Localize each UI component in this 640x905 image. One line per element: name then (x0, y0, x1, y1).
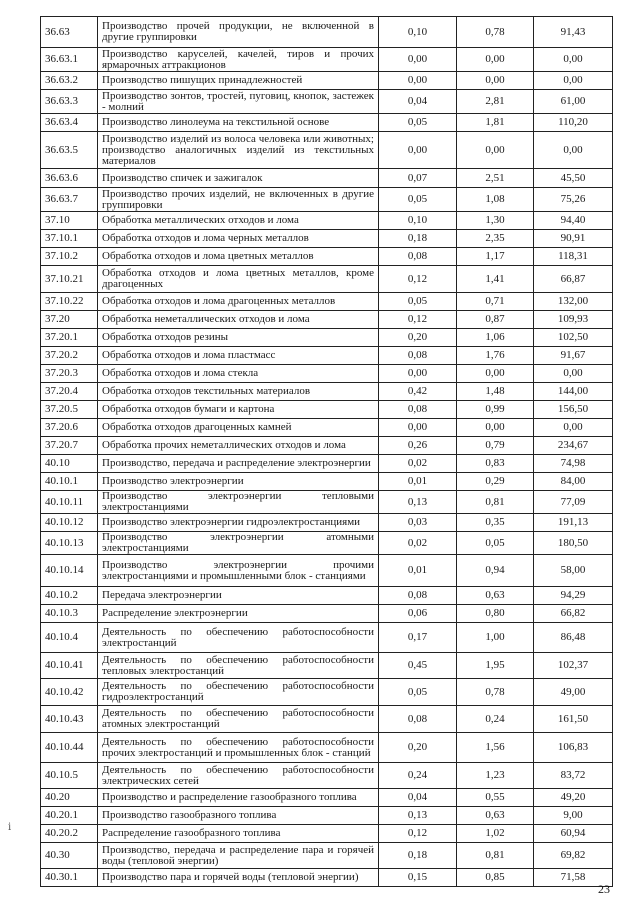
value-1-cell: 0,03 (379, 514, 457, 532)
value-2-cell: 0,87 (457, 311, 534, 329)
activity-name-cell: Производство изделий из волоса человека или животных; производство аналогичных изделий из текстильных материалов (98, 132, 379, 169)
activity-name-cell: Обработка отходов драгоценных камней (98, 419, 379, 437)
code-cell: 36.63 (41, 17, 98, 48)
value-1-cell: 0,10 (379, 17, 457, 48)
activity-name-cell: Производство линолеума на текстильной основе (98, 114, 379, 132)
activity-name-cell: Обработка отходов бумаги и картона (98, 401, 379, 419)
table-row (41, 605, 613, 623)
value-2-cell: 0,85 (457, 869, 534, 887)
value-1-cell: 0,04 (379, 90, 457, 114)
value-1-cell: 0,00 (379, 132, 457, 169)
value-3-cell: 66,87 (534, 266, 613, 293)
value-1-cell: 0,08 (379, 248, 457, 266)
table-row (41, 293, 613, 311)
code-cell: 40.10.14 (41, 555, 98, 587)
value-2-cell: 0,00 (457, 365, 534, 383)
value-2-cell: 0,79 (457, 437, 534, 455)
table-row (41, 114, 613, 132)
activity-name-cell: Распределение электроэнергии (98, 605, 379, 623)
value-2-cell: 0,83 (457, 455, 534, 473)
activity-name-cell: Производство электроэнергии атомными электростанциями (98, 532, 379, 555)
value-1-cell: 0,00 (379, 48, 457, 72)
table-row (41, 807, 613, 825)
activity-name-cell: Обработка отходов резины (98, 329, 379, 347)
value-2-cell: 1,30 (457, 212, 534, 230)
table-row (41, 455, 613, 473)
activity-name-cell: Обработка отходов и лома драгоценных металлов (98, 293, 379, 311)
value-3-cell: 0,00 (534, 48, 613, 72)
value-2-cell: 1,41 (457, 266, 534, 293)
table-row (41, 365, 613, 383)
table-row (41, 419, 613, 437)
value-1-cell: 0,15 (379, 869, 457, 887)
value-3-cell: 49,00 (534, 679, 613, 706)
value-1-cell: 0,01 (379, 473, 457, 491)
code-cell: 40.30 (41, 843, 98, 869)
activity-name-cell: Деятельность по обеспечению работоспособности электрических сетей (98, 763, 379, 789)
value-1-cell: 0,04 (379, 789, 457, 807)
code-cell: 40.10.5 (41, 763, 98, 789)
value-3-cell: 49,20 (534, 789, 613, 807)
value-2-cell: 1,81 (457, 114, 534, 132)
value-3-cell: 83,72 (534, 763, 613, 789)
activity-name-cell: Производство, передача и распределение пара и горячей воды (тепловой энергии) (98, 843, 379, 869)
value-3-cell: 234,67 (534, 437, 613, 455)
value-2-cell: 0,55 (457, 789, 534, 807)
activity-name-cell: Деятельность по обеспечению работоспособности электростанций (98, 623, 379, 653)
activity-name-cell: Деятельность по обеспечению работоспособности прочих электростанций и промышленных блок - станций (98, 733, 379, 763)
value-1-cell: 0,05 (379, 679, 457, 706)
activity-name-cell: Передача электроэнергии (98, 587, 379, 605)
value-3-cell: 132,00 (534, 293, 613, 311)
value-1-cell: 0,12 (379, 825, 457, 843)
value-3-cell: 60,94 (534, 825, 613, 843)
value-2-cell: 0,00 (457, 132, 534, 169)
value-1-cell: 0,02 (379, 455, 457, 473)
value-3-cell: 118,31 (534, 248, 613, 266)
activity-name-cell: Производство пара и горячей воды (тепловой энергии) (98, 869, 379, 887)
value-3-cell: 61,00 (534, 90, 613, 114)
table-row (41, 869, 613, 887)
code-cell: 40.10.2 (41, 587, 98, 605)
value-2-cell: 0,00 (457, 48, 534, 72)
value-3-cell: 102,37 (534, 653, 613, 679)
value-1-cell: 0,00 (379, 419, 457, 437)
value-3-cell: 156,50 (534, 401, 613, 419)
activity-name-cell: Производство электроэнергии тепловыми электростанциями (98, 491, 379, 514)
table-row (41, 587, 613, 605)
table-row (41, 188, 613, 212)
value-3-cell: 91,67 (534, 347, 613, 365)
table-row (41, 473, 613, 491)
table-row (41, 17, 613, 48)
value-3-cell: 77,09 (534, 491, 613, 514)
value-2-cell: 1,00 (457, 623, 534, 653)
code-cell: 36.63.1 (41, 48, 98, 72)
value-1-cell: 0,20 (379, 733, 457, 763)
value-1-cell: 0,12 (379, 311, 457, 329)
code-cell: 40.10.12 (41, 514, 98, 532)
value-3-cell: 91,43 (534, 17, 613, 48)
value-2-cell: 1,56 (457, 733, 534, 763)
activity-name-cell: Обработка отходов и лома цветных металлов (98, 248, 379, 266)
activity-name-cell: Производство пишущих принадлежностей (98, 72, 379, 90)
value-2-cell: 0,71 (457, 293, 534, 311)
value-1-cell: 0,18 (379, 843, 457, 869)
code-cell: 37.10.21 (41, 266, 98, 293)
value-2-cell: 1,02 (457, 825, 534, 843)
code-cell: 36.63.7 (41, 188, 98, 212)
value-1-cell: 0,05 (379, 114, 457, 132)
code-cell: 40.20 (41, 789, 98, 807)
value-1-cell: 0,13 (379, 491, 457, 514)
activity-name-cell: Обработка прочих неметаллических отходов и лома (98, 437, 379, 455)
value-2-cell: 0,29 (457, 473, 534, 491)
value-1-cell: 0,13 (379, 807, 457, 825)
value-3-cell: 94,40 (534, 212, 613, 230)
activity-name-cell: Производство электроэнергии (98, 473, 379, 491)
value-1-cell: 0,01 (379, 555, 457, 587)
activity-name-cell: Обработка неметаллических отходов и лома (98, 311, 379, 329)
value-3-cell: 109,93 (534, 311, 613, 329)
value-1-cell: 0,05 (379, 188, 457, 212)
value-3-cell: 90,91 (534, 230, 613, 248)
value-3-cell: 144,00 (534, 383, 613, 401)
value-2-cell: 0,99 (457, 401, 534, 419)
table-row (41, 90, 613, 114)
code-cell: 37.20.6 (41, 419, 98, 437)
value-2-cell: 0,00 (457, 419, 534, 437)
activity-name-cell: Распределение газообразного топлива (98, 825, 379, 843)
table-row (41, 532, 613, 555)
value-2-cell: 1,76 (457, 347, 534, 365)
activity-name-cell: Производство электроэнергии гидроэлектростанциями (98, 514, 379, 532)
value-3-cell: 191,13 (534, 514, 613, 532)
value-2-cell: 2,51 (457, 169, 534, 188)
okved-table (40, 16, 613, 887)
code-cell: 40.20.2 (41, 825, 98, 843)
table-row (41, 401, 613, 419)
activity-name-cell: Производство спичек и зажигалок (98, 169, 379, 188)
activity-name-cell: Деятельность по обеспечению работоспособности атомных электростанций (98, 706, 379, 733)
code-cell: 37.20.1 (41, 329, 98, 347)
value-1-cell: 0,00 (379, 72, 457, 90)
okved-table-body (41, 17, 613, 887)
code-cell: 37.20.4 (41, 383, 98, 401)
code-cell: 36.63.2 (41, 72, 98, 90)
value-2-cell: 1,95 (457, 653, 534, 679)
code-cell: 40.10.3 (41, 605, 98, 623)
value-3-cell: 161,50 (534, 706, 613, 733)
value-3-cell: 0,00 (534, 72, 613, 90)
code-cell: 36.63.4 (41, 114, 98, 132)
value-2-cell: 0,81 (457, 491, 534, 514)
table-row (41, 623, 613, 653)
value-2-cell: 0,80 (457, 605, 534, 623)
value-2-cell: 1,48 (457, 383, 534, 401)
table-row (41, 437, 613, 455)
value-1-cell: 0,07 (379, 169, 457, 188)
value-1-cell: 0,08 (379, 706, 457, 733)
activity-name-cell: Производство каруселей, качелей, тиров и прочих ярмарочных аттракционов (98, 48, 379, 72)
value-2-cell: 0,81 (457, 843, 534, 869)
activity-name-cell: Производство электроэнергии прочими электростанциями и промышленными блок - станциями (98, 555, 379, 587)
value-2-cell: 2,35 (457, 230, 534, 248)
value-1-cell: 0,24 (379, 763, 457, 789)
activity-name-cell: Обработка отходов и лома пластмасс (98, 347, 379, 365)
table-row (41, 72, 613, 90)
code-cell: 37.20.5 (41, 401, 98, 419)
value-2-cell: 0,00 (457, 72, 534, 90)
margin-mark: ⅰ (8, 822, 12, 833)
table-row (41, 679, 613, 706)
code-cell: 40.20.1 (41, 807, 98, 825)
value-2-cell: 0,78 (457, 679, 534, 706)
value-3-cell: 94,29 (534, 587, 613, 605)
code-cell: 40.10.43 (41, 706, 98, 733)
table-row (41, 169, 613, 188)
value-3-cell: 180,50 (534, 532, 613, 555)
value-2-cell: 0,24 (457, 706, 534, 733)
value-2-cell: 0,78 (457, 17, 534, 48)
activity-name-cell: Деятельность по обеспечению работоспособности тепловых электростанций (98, 653, 379, 679)
value-3-cell: 74,98 (534, 455, 613, 473)
activity-name-cell: Обработка отходов текстильных материалов (98, 383, 379, 401)
activity-name-cell: Производство и распределение газообразного топлива (98, 789, 379, 807)
code-cell: 37.20.2 (41, 347, 98, 365)
code-cell: 37.10 (41, 212, 98, 230)
code-cell: 40.10.44 (41, 733, 98, 763)
value-3-cell: 75,26 (534, 188, 613, 212)
value-1-cell: 0,12 (379, 266, 457, 293)
table-row (41, 706, 613, 733)
table-row (41, 132, 613, 169)
value-2-cell: 0,94 (457, 555, 534, 587)
code-cell: 36.63.6 (41, 169, 98, 188)
table-row (41, 230, 613, 248)
value-2-cell: 0,63 (457, 807, 534, 825)
value-1-cell: 0,05 (379, 293, 457, 311)
value-3-cell: 45,50 (534, 169, 613, 188)
table-row (41, 212, 613, 230)
activity-name-cell: Обработка отходов и лома черных металлов (98, 230, 379, 248)
value-3-cell: 106,83 (534, 733, 613, 763)
value-1-cell: 0,18 (379, 230, 457, 248)
code-cell: 37.20 (41, 311, 98, 329)
code-cell: 40.10.13 (41, 532, 98, 555)
table-row (41, 733, 613, 763)
table-row (41, 311, 613, 329)
table-row (41, 653, 613, 679)
table-row (41, 491, 613, 514)
table-row (41, 48, 613, 72)
activity-name-cell: Производство прочей продукции, не включенной в другие группировки (98, 17, 379, 48)
value-3-cell: 9,00 (534, 807, 613, 825)
table-row (41, 329, 613, 347)
activity-name-cell: Производство зонтов, тростей, пуговиц, кнопок, застежек - молний (98, 90, 379, 114)
table-row (41, 843, 613, 869)
value-3-cell: 102,50 (534, 329, 613, 347)
value-1-cell: 0,00 (379, 365, 457, 383)
code-cell: 36.63.5 (41, 132, 98, 169)
code-cell: 40.10.42 (41, 679, 98, 706)
activity-name-cell: Обработка металлических отходов и лома (98, 212, 379, 230)
table-row (41, 825, 613, 843)
code-cell: 37.10.2 (41, 248, 98, 266)
value-1-cell: 0,08 (379, 401, 457, 419)
value-1-cell: 0,20 (379, 329, 457, 347)
value-3-cell: 0,00 (534, 365, 613, 383)
value-2-cell: 1,23 (457, 763, 534, 789)
code-cell: 40.10.41 (41, 653, 98, 679)
value-1-cell: 0,08 (379, 347, 457, 365)
value-1-cell: 0,02 (379, 532, 457, 555)
table-row (41, 248, 613, 266)
value-1-cell: 0,42 (379, 383, 457, 401)
page-number: 23 (598, 882, 610, 896)
activity-name-cell: Обработка отходов и лома цветных металлов, кроме драгоценных (98, 266, 379, 293)
value-3-cell: 69,82 (534, 843, 613, 869)
code-cell: 40.10.1 (41, 473, 98, 491)
value-2-cell: 0,35 (457, 514, 534, 532)
value-1-cell: 0,10 (379, 212, 457, 230)
value-3-cell: 0,00 (534, 419, 613, 437)
code-cell: 40.10.11 (41, 491, 98, 514)
value-1-cell: 0,06 (379, 605, 457, 623)
table-row (41, 266, 613, 293)
activity-name-cell: Производство прочих изделий, не включенных в другие группировки (98, 188, 379, 212)
value-3-cell: 0,00 (534, 132, 613, 169)
code-cell: 37.20.7 (41, 437, 98, 455)
code-cell: 37.10.22 (41, 293, 98, 311)
value-3-cell: 110,20 (534, 114, 613, 132)
value-3-cell: 58,00 (534, 555, 613, 587)
table-row (41, 789, 613, 807)
table-row (41, 514, 613, 532)
activity-name-cell: Производство газообразного топлива (98, 807, 379, 825)
value-2-cell: 0,63 (457, 587, 534, 605)
code-cell: 37.10.1 (41, 230, 98, 248)
code-cell: 37.20.3 (41, 365, 98, 383)
value-2-cell: 0,05 (457, 532, 534, 555)
code-cell: 40.30.1 (41, 869, 98, 887)
table-row (41, 763, 613, 789)
activity-name-cell: Производство, передача и распределение электроэнергии (98, 455, 379, 473)
code-cell: 40.10.4 (41, 623, 98, 653)
value-1-cell: 0,45 (379, 653, 457, 679)
code-cell: 36.63.3 (41, 90, 98, 114)
activity-name-cell: Обработка отходов и лома стекла (98, 365, 379, 383)
value-1-cell: 0,08 (379, 587, 457, 605)
code-cell: 40.10 (41, 455, 98, 473)
value-3-cell: 86,48 (534, 623, 613, 653)
value-1-cell: 0,17 (379, 623, 457, 653)
value-2-cell: 1,08 (457, 188, 534, 212)
value-2-cell: 2,81 (457, 90, 534, 114)
table-row (41, 347, 613, 365)
value-3-cell: 71,58 (534, 869, 613, 887)
value-1-cell: 0,26 (379, 437, 457, 455)
table-row (41, 383, 613, 401)
activity-name-cell: Деятельность по обеспечению работоспособности гидроэлектростанций (98, 679, 379, 706)
value-2-cell: 1,06 (457, 329, 534, 347)
value-3-cell: 84,00 (534, 473, 613, 491)
value-2-cell: 1,17 (457, 248, 534, 266)
value-3-cell: 66,82 (534, 605, 613, 623)
table-row (41, 555, 613, 587)
